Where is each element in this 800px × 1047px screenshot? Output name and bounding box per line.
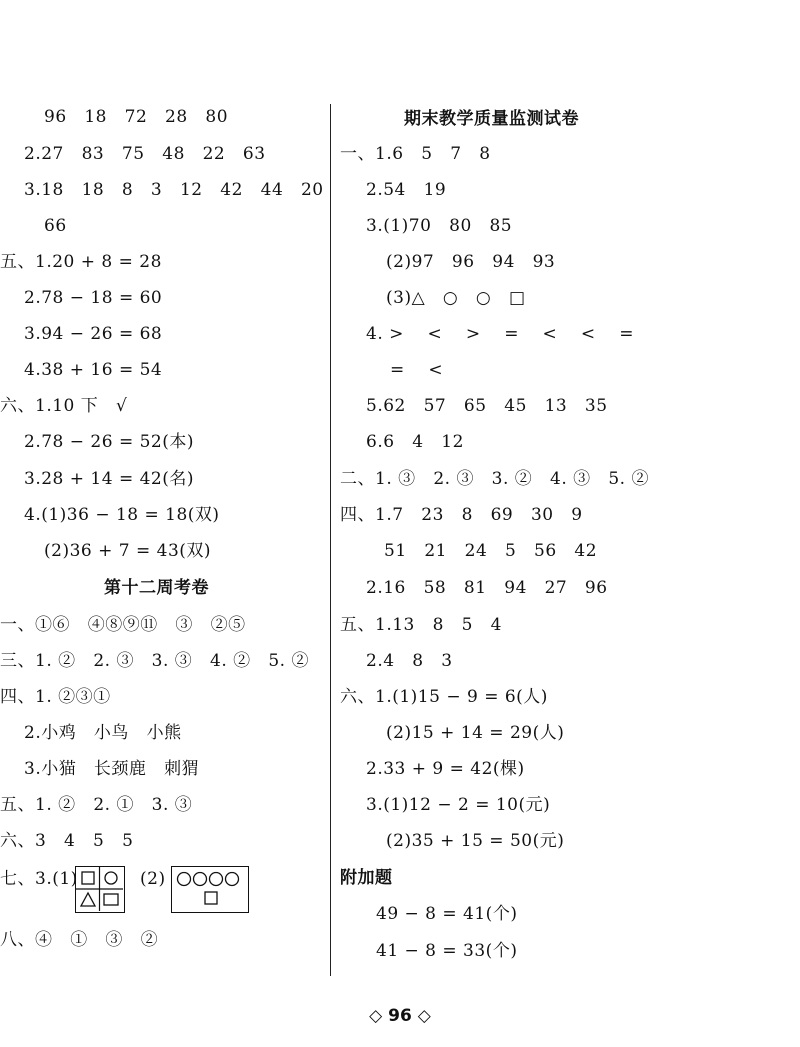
right-line-12: 四、1.7 23 8 69 30 9 [340, 505, 583, 525]
left-line-8: 4.38 + 16 = 54 [24, 360, 163, 380]
circle-icon [178, 873, 191, 886]
right-line-4: 3.(1)70 80 85 [366, 216, 513, 236]
right-line-13: 51 21 24 5 56 42 [384, 541, 598, 561]
left-line-24: 八、④ ① ③ ② [0, 930, 159, 950]
left-line-20: 五、1. ② 2. ① 3. ③ [0, 795, 193, 815]
left-line-2: 2.27 83 75 48 22 63 [24, 144, 266, 164]
circle-icon [226, 873, 239, 886]
left-line-18: 2.小鸡 小鸟 小熊 [24, 723, 182, 743]
square-icon [205, 892, 217, 904]
section-heading-final-exam: 期末教学质量监测试卷 [404, 109, 579, 129]
column-divider [330, 104, 331, 976]
right-line-23: 49 − 8 = 41(个) [376, 904, 518, 924]
triangle-icon [81, 893, 95, 906]
left-line-21: 六、3 4 5 5 [0, 831, 134, 851]
right-line-15: 五、1.13 8 5 4 [340, 615, 502, 635]
square-icon [82, 872, 94, 884]
shape-grid-figure-1 [75, 866, 125, 913]
right-line-18: (2)15 + 14 = 29(人) [386, 723, 565, 743]
left-line-4: 66 [44, 216, 67, 236]
left-line-13: (2)36 + 7 = 43(双) [44, 541, 212, 561]
right-line-6: (3)△ ○ ○ □ [386, 288, 526, 308]
left-line-15: 一、①⑥ ④⑧⑨⑪ ③ ②⑤ [0, 615, 246, 635]
right-line-8: = < [390, 360, 444, 380]
right-line-14: 2.16 58 81 94 27 96 [366, 578, 608, 598]
right-line-21: (2)35 + 15 = 50(元) [386, 831, 565, 851]
shape-grid-svg [76, 867, 123, 911]
left-line-10: 2.78 − 26 = 52(本) [24, 432, 194, 452]
right-line-24: 41 − 8 = 33(个) [376, 941, 518, 961]
shape-box-svg [172, 867, 247, 911]
left-line-9: 六、1.10 下 √ [0, 396, 128, 416]
circle-icon [105, 872, 117, 884]
left-line-1: 96 18 72 28 80 [44, 107, 229, 127]
left-line-7: 3.94 − 26 = 68 [24, 324, 163, 344]
left-line-22: 七、3.(1) [0, 869, 78, 889]
right-line-3: 2.54 19 [366, 180, 447, 200]
right-line-10: 6.6 4 12 [366, 432, 464, 452]
left-line-17: 四、1. ②③① [0, 687, 111, 707]
left-line-23: (2) [140, 869, 166, 889]
section-heading-bonus: 附加题 [340, 868, 393, 888]
left-line-11: 3.28 + 14 = 42(名) [24, 469, 194, 489]
page-number: ◇ 96 ◇ [369, 1006, 431, 1026]
left-line-5: 五、1.20 + 8 = 28 [0, 252, 162, 272]
right-line-2: 一、1.6 5 7 8 [340, 144, 491, 164]
right-line-11: 二、1. ③ 2. ③ 3. ② 4. ③ 5. ② [340, 469, 649, 489]
left-line-6: 2.78 − 18 = 60 [24, 288, 163, 308]
rectangle-icon [104, 894, 118, 905]
left-line-16: 三、1. ② 2. ③ 3. ③ 4. ② 5. ② [0, 651, 309, 671]
circle-icon [194, 873, 207, 886]
left-line-3: 3.18 18 8 3 12 42 44 20 [24, 180, 324, 200]
circle-icon [210, 873, 223, 886]
right-line-9: 5.62 57 65 45 13 35 [366, 396, 608, 416]
shape-box-figure-2 [171, 866, 249, 913]
right-line-5: (2)97 96 94 93 [386, 252, 556, 272]
left-line-12: 4.(1)36 − 18 = 18(双) [24, 505, 220, 525]
left-line-19: 3.小猫 长颈鹿 刺猬 [24, 759, 200, 779]
right-line-20: 3.(1)12 − 2 = 10(元) [366, 795, 551, 815]
right-line-19: 2.33 + 9 = 42(棵) [366, 759, 525, 779]
right-line-16: 2.4 8 3 [366, 651, 453, 671]
right-line-7: 4. > < > = < < = [366, 324, 635, 344]
right-line-17: 六、1.(1)15 − 9 = 6(人) [340, 687, 548, 707]
section-heading-week12: 第十二周考卷 [104, 578, 209, 598]
